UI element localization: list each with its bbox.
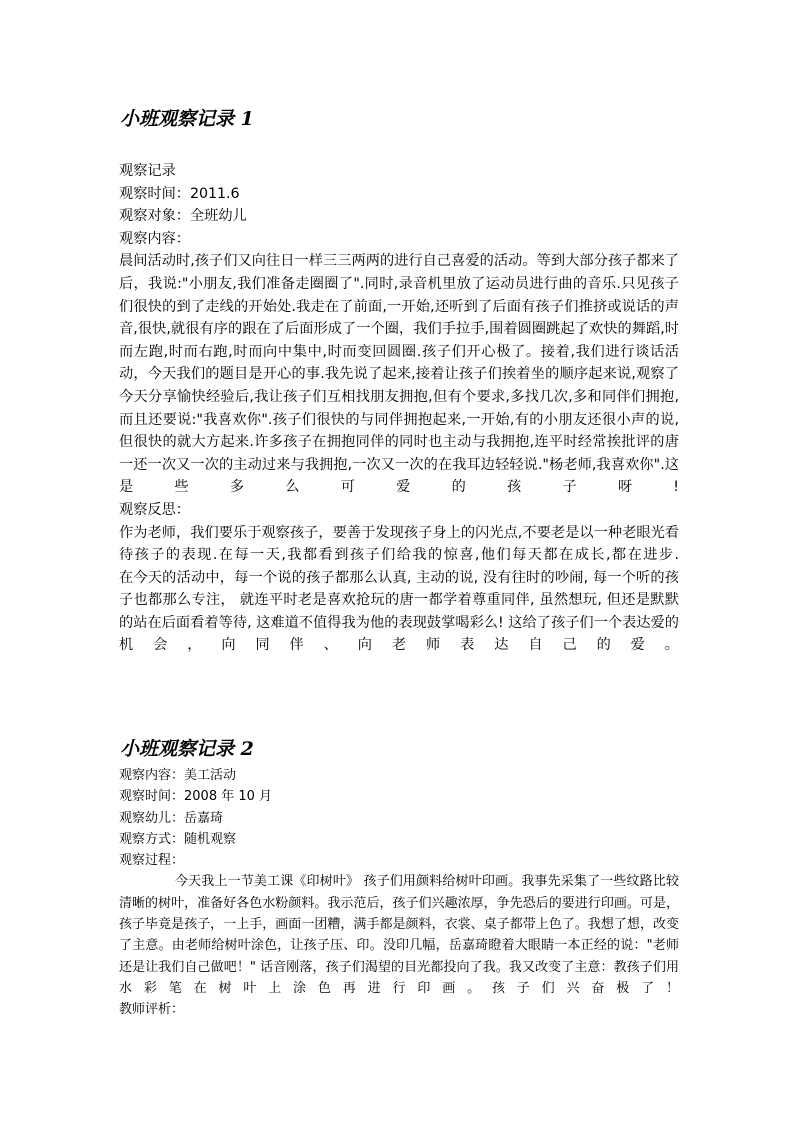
record-2-child: 观察幼儿：岳嘉琦 — [119, 810, 224, 826]
record-1-reflection-2: 在今天的活动中，每一个说的孩子都那么认真, 主动的说, 没有往时的吵闹, 每一个听的孩子也都那么专注， 就连平时老是喜欢抢玩的唐一都学着尊重同伴, 虽然想玩, 但还是默默的站在后面看着等待, 这难道不值得我为他的表现鼓掌喝彩么! 这给了孩子们一个表达爱的机会，向同伴、向老师表达自己的爱。 — [119, 569, 679, 654]
record-2-body — [119, 765, 679, 1021]
record-1-reflection-label: 观察反思： — [119, 501, 190, 518]
record-2-content: 观察内容：美工活动 — [119, 768, 237, 783]
record-1-heading: 观察记录 — [119, 163, 176, 179]
record-1-time: 观察时间：2011.6 — [119, 185, 240, 202]
record-1-body — [119, 160, 679, 657]
record-1-reflection-1: 作为老师，我们要乐于观察孩子，要善于发现孩子身上的闪光点,不要老是以一种老眼光看待孩子的表现.在每一天,我都看到孩子们给我的惊喜,他们每天都在成长,都在进步. — [119, 524, 679, 564]
record-1-subject: 观察对象：全班幼儿 — [119, 208, 247, 225]
record-2-time: 观察时间：2008 年 10 月 — [119, 789, 273, 805]
record-1-content-label: 观察内容： — [119, 230, 190, 247]
record-1-title: 小班观察记录 1 — [120, 108, 254, 130]
record-2-method: 观察方式：随机观察 — [119, 831, 237, 847]
record-2-process: 今天我上一节美工课《印树叶》 孩子们用颜料给树叶印画。我事先采集了一些纹路比较清晰的树叶，准备好各色水粉颜料。我示范后，孩子们兴趣浓厚，争先恐后的要进行印画。可是，孩子毕竟是孩子，一上手，画面一团糟，满手都是颜料，衣裳、桌子都带上色了。我想了想，改变了主意。由老师给树叶涂色，让孩子压、印。没印几幅，岳嘉琦瞪着大眼睛一本正经的说："老师还是让我们自己做吧！" 话音刚落，孩子们渴望的目光都投向了我。我又改变了主意：教孩子们用水彩笔在树叶上涂色再进行印画。孩子们兴奋极了！ — [119, 874, 679, 996]
record-2-process-label: 观察过程： — [119, 853, 185, 869]
record-1-content: 晨间活动时,孩子们又向往日一样三三两两的进行自己喜爱的活动。等到大部分孩子都来了后，我说:"小朋友,我们准备走圈圈了".同时,录音机里放了运动员进行曲的音乐.只见孩子们很快的到了走线的开始处.我走在了前面,一开始,还听到了后面有孩子们推挤或说话的声音,很快,就很有序的跟在了后面形成了一个圈，我们手拉手,围着圆圈跳起了欢快的舞蹈,时而左跑,时而右跑,时而向中集中,时而变回圆圈.孩子们开心极了。接着,我们进行谈话活动，今天我们的题目是开心的事.我先说了起来,接着让孩子们挨着坐的顺序起来说,观察了今天分享愉快经验后,我让孩子们互相找朋友拥抱,但有个要求,多找几次,多和同伴们拥抱,而且还要说:"我喜欢你".孩子们很快的与同伴拥抱起来,一开始,有的小朋友还很小声的说,但很快的就大方起来.许多孩子在拥抱同伴的同时也主动与我拥抱,连平时经常挨批评的唐一还一次又一次的主动过来与我拥抱,一次又一次的在我耳边轻轻说."杨老师,我喜欢你".这是些多么可爱的孩子呀! — [119, 253, 679, 496]
record-2-title: 小班观察记录 2 — [120, 738, 254, 760]
record-2-comment-label: 教师评析： — [119, 1002, 185, 1018]
